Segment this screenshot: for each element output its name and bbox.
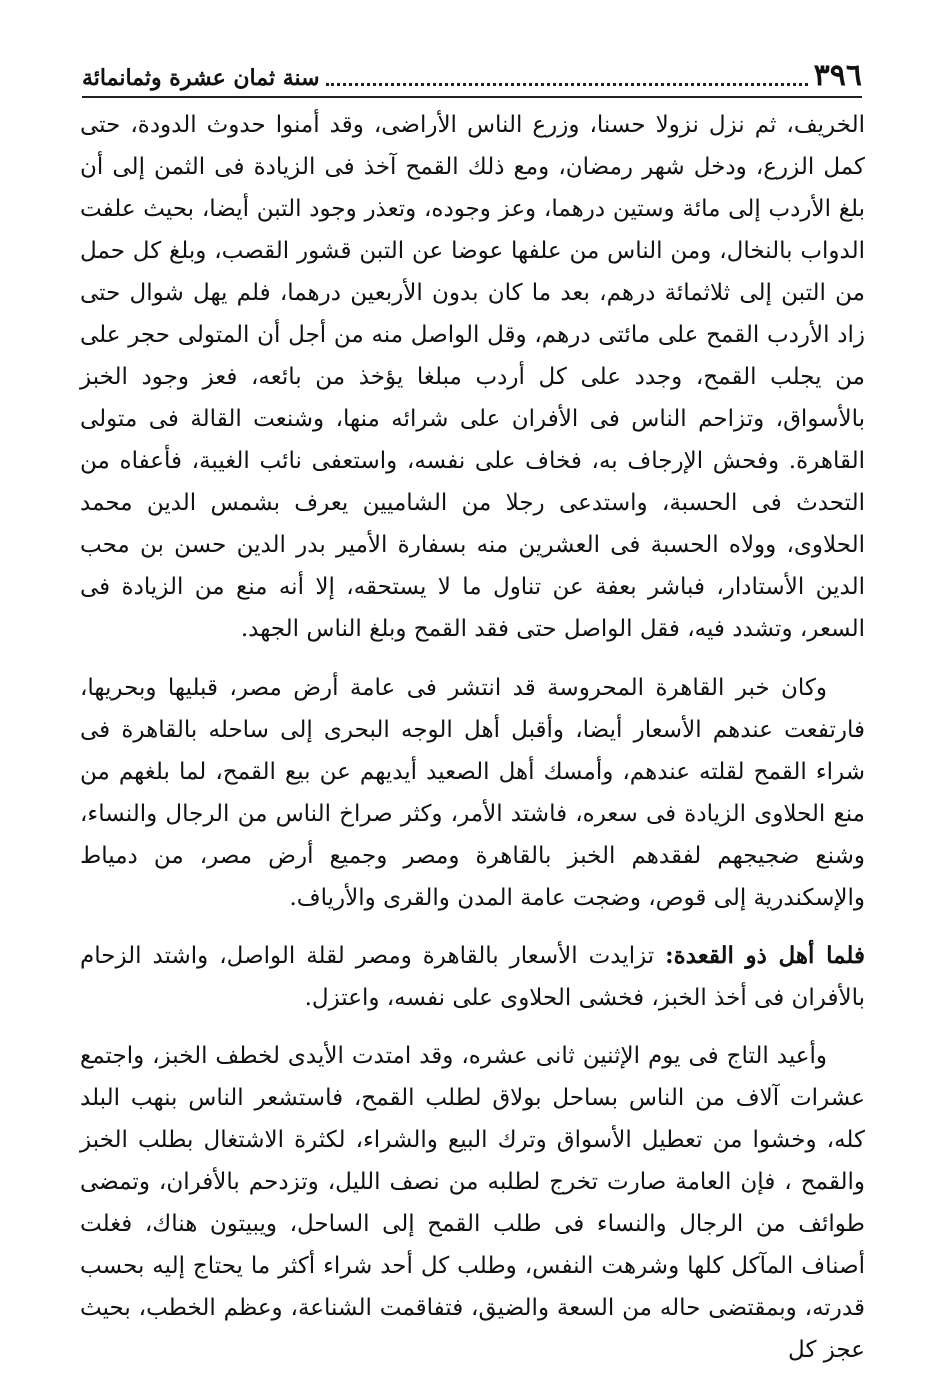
page-number: ٣٩٦ xyxy=(813,58,862,93)
paragraph-spacer xyxy=(80,650,865,667)
paragraph-3 xyxy=(80,935,865,1019)
paragraph-4-text: وأعيد التاج فى يوم الإثنين ثانى عشره، وقد امتدت الأيدى لخطف الخبز، واجتمع عشرات آلاف من الناس بساحل بولاق لطلب القمح، فاستشعر الناس بنهب البلد كله، وخشوا من تعطيل الأسواق وترك البيع والشراء، لكثرة الاشتغال بطلب الخبز والقمح ، فإن العامة صارت تخرج لطلبه من نصف الليل، وتزدحم بالأفران، وتمضى طوائف من الرجال والنساء فى طلب القمح إلى الساحل، ويبيتون هناك، فغلت أصناف المآكل كلها وشرهت النفس، وطلب كل أحد شراء أكثر ما يحتاج إليه بحسب قدرته، وبمقتضى حاله من السعة والضيق، فتفاقمت الشناعة، وعظم الخطب، بحيث عجز كل xyxy=(80,1043,865,1363)
paragraph-1-text: الخريف، ثم نزل نزولا حسنا، وزرع الناس الأراضى، وقد أمنوا حدوث الدودة، حتى كمل الزرع، ودخل شهر رمضان، ومع ذلك القمح آخذ فى الزيادة فى الثمن إلى أن بلغ الأردب إلى مائة وستين درهما، وعز وجوده، وتعذر وجود التبن أيضا، بحيث علفت الدواب بالنخال، ومن الناس من علفها عوضا عن التبن قشور القصب، وبلغ كل حمل من التبن إلى ثلاثمائة درهم، بعد ما كان بدون الأربعين درهما، فلم يهل شوال حتى زاد الأردب القمح على مائتى درهم، وقل الواصل منه من أجل أن المتولى حجر على من يجلب القمح، وجدد على كل أردب مبلغا يؤخذ من بائعه، فعز وجود الخبز بالأسواق، وتزاحم الناس فى الأفران على شرائه منها، وشنعت القالة فى متولى القاهرة. وفحش الإرجاف به، فخاف على نفسه، واستعفى نائب الغيبة، فأعفاه من التحدث فى الحسبة، واستدعى رجلا من الشاميين يعرف بشمس الدين محمد الحلاوى، وولاه الحسبة فى العشرين منه بسفارة الأمير بدر الدين حسن بن محب الدين الأستادار، فباشر بعفة عن تناول ما لا يستحقه، إلا أنه منع من الزيادة فى السعر، وتشدد فيه، فقل الواصل حتى فقد القمح وبلغ الناس الجهد. xyxy=(80,112,865,642)
paragraph-4 xyxy=(80,1035,865,1371)
paragraph-3-text: تزايدت الأسعار بالقاهرة ومصر لقلة الواصل، واشتد الزحام بالأفران فى أخذ الخبز، فخشى الحلاوى على نفسه، واعتزل. xyxy=(80,943,865,1011)
page-body xyxy=(80,104,865,1371)
paragraph-spacer xyxy=(80,919,865,935)
paragraph-2 xyxy=(80,667,865,919)
month-heading: فلما أهل ذو القعدة: xyxy=(665,942,865,969)
paragraph-2-text: وكان خبر القاهرة المحروسة قد انتشر فى عامة أرض مصر، قبليها وبحريها، فارتفعت عندهم الأسعار أيضا، وأقبل أهل الوجه البحرى إلى ساحله بالقاهرة فى شراء القمح لقلته عندهم، وأمسك أهل الصعيد أيديهم عن بيع القمح، لما بلغهم من منع الحلاوى الزيادة فى سعره، فاشتد الأمر، وكثر صراخ الناس من الرجال والنساء، وشنع ضجيجهم لفقدهم الخبز بالقاهرة ومصر وجميع أرض مصر، من دمياط والإسكندرية إلى قوص، وضجت عامة المدن والقرى والأرياف. xyxy=(80,675,865,911)
paragraph-1 xyxy=(80,104,865,650)
paragraph-spacer xyxy=(80,1019,865,1035)
header-rule xyxy=(82,96,862,98)
running-header xyxy=(82,54,862,94)
dotted-leader xyxy=(326,73,808,86)
running-title: سنة ثمان عشرة وثمانمائة xyxy=(82,65,320,91)
